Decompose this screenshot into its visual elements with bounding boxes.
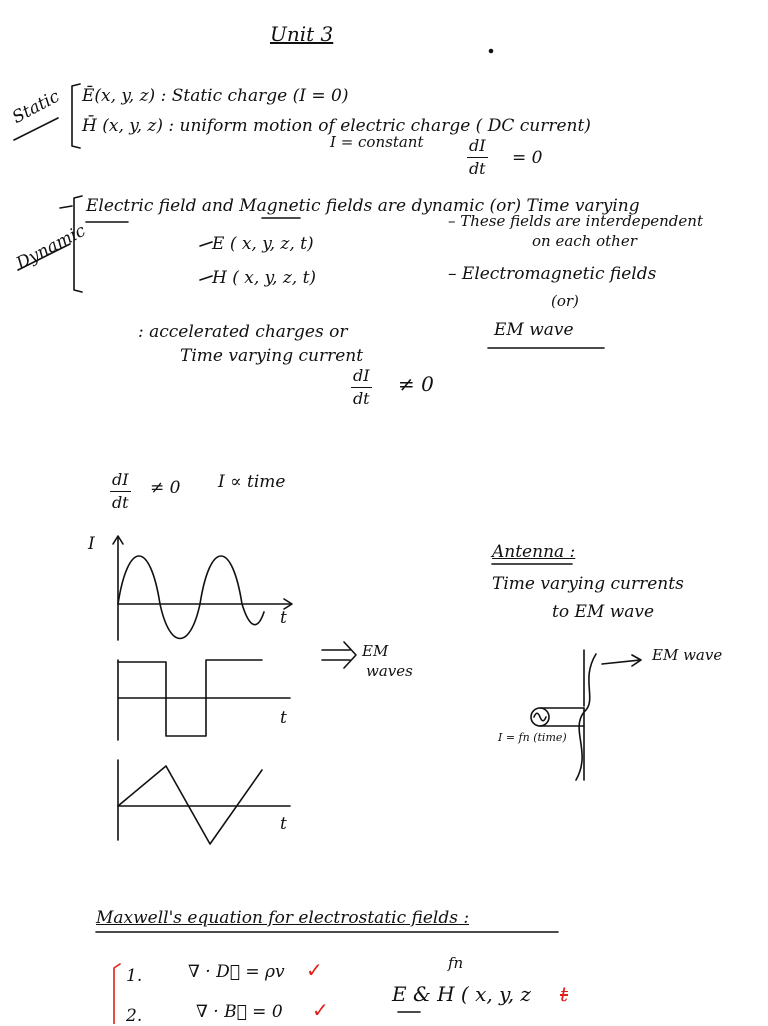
em-arrow-shaft xyxy=(322,650,350,660)
dynamic-e-func: E ( x, y, z, t) xyxy=(212,234,314,254)
antenna-desc-1: Time varying currents xyxy=(492,574,684,594)
static-i-constant: I = constant xyxy=(330,133,424,151)
graph1-t-label: t xyxy=(280,608,287,628)
em-waves-label-1: EM xyxy=(362,642,389,660)
relation-rel: ≠ 0 xyxy=(150,478,181,498)
maxwell-eq1: ∇ · D⃗ = ρv xyxy=(188,962,285,982)
maxwell-eq2: ∇ · B⃗ = 0 xyxy=(196,1002,283,1022)
dynamic-em-wave: EM wave xyxy=(494,320,574,340)
relation-didt-num: dI xyxy=(110,472,131,492)
em-arrow-head xyxy=(344,642,356,668)
dynamic-accelerated-charges: : accelerated charges or xyxy=(138,322,348,342)
static-didt-num: dI xyxy=(467,138,488,158)
dynamic-didt-rel: ≠ 0 xyxy=(398,372,434,396)
maxwell-fn-label: fn xyxy=(448,954,464,972)
em-waves-label-2: waves xyxy=(366,662,413,680)
antenna-radiated-wave xyxy=(576,654,596,780)
static-didt-rel: = 0 xyxy=(512,148,543,168)
dynamic-intro: Electric field and Magnetic fields are dynamic (or) Time varying xyxy=(86,196,640,216)
antenna-current-label: I = fn (time) xyxy=(498,731,567,744)
maxwell-eq1-number: 1. xyxy=(126,966,143,986)
dynamic-didt-den: dt xyxy=(352,389,370,408)
dynamic-note-interdependent: – These fields are interdependent xyxy=(448,212,703,230)
antenna-heading: Antenna : xyxy=(492,542,576,562)
dynamic-or: (or) xyxy=(551,292,579,310)
dynamic-bracket xyxy=(74,196,82,292)
maxwell-eq2-check: ✓ xyxy=(312,998,329,1022)
static-bracket xyxy=(72,84,80,148)
static-h-line: H̄ (x, y, z) : uniform motion of electric charge ( DC current) xyxy=(82,116,591,136)
dynamic-h-func: H ( x, y, z, t) xyxy=(212,268,317,288)
maxwell-eq2-number: 2. xyxy=(126,1006,143,1026)
ac-source-symbol xyxy=(534,713,546,721)
graph1-sine-wave xyxy=(118,556,264,639)
dynamic-label-underline xyxy=(18,244,70,270)
static-e-line: Ē(x, y, z) : Static charge (I = 0) xyxy=(82,86,349,106)
page-title: Unit 3 xyxy=(270,22,334,46)
stray-dot xyxy=(490,50,493,53)
dynamic-note-em-fields: – Electromagnetic fields xyxy=(448,264,657,284)
static-label: Static xyxy=(9,86,63,128)
graph3-triangle-wave xyxy=(118,766,262,844)
antenna-em-wave-label: EM wave xyxy=(652,646,723,664)
maxwell-equation-bracket xyxy=(114,964,120,1024)
maxwell-eh-function: E & H ( x, y, z xyxy=(392,982,531,1006)
graph-y-label: I xyxy=(88,534,95,554)
relation-proportional: I ∝ time xyxy=(218,472,286,492)
dynamic-note-each-other: on each other xyxy=(532,232,637,250)
dynamic-time-varying-current: Time varying current xyxy=(180,346,364,366)
static-didt-den: dt xyxy=(468,159,486,178)
relation-didt-den: dt xyxy=(111,493,129,512)
maxwell-eq1-check: ✓ xyxy=(306,958,323,982)
em-wave-pointer xyxy=(602,660,640,664)
maxwell-eh-crossed-t: t xyxy=(560,982,569,1006)
dynamic-bracket-tick xyxy=(60,206,72,208)
antenna-desc-2: to EM wave xyxy=(552,602,655,622)
graph2-t-label: t xyxy=(280,708,287,728)
maxwell-heading: Maxwell's equation for electrostatic fields : xyxy=(96,908,470,928)
dynamic-label: Dynamic xyxy=(13,220,90,274)
dynamic-didt-num: dI xyxy=(351,368,372,388)
static-label-underline xyxy=(14,118,58,140)
h-func-tick xyxy=(200,276,212,280)
graph3-t-label: t xyxy=(280,814,287,834)
e-func-tick xyxy=(200,242,212,246)
